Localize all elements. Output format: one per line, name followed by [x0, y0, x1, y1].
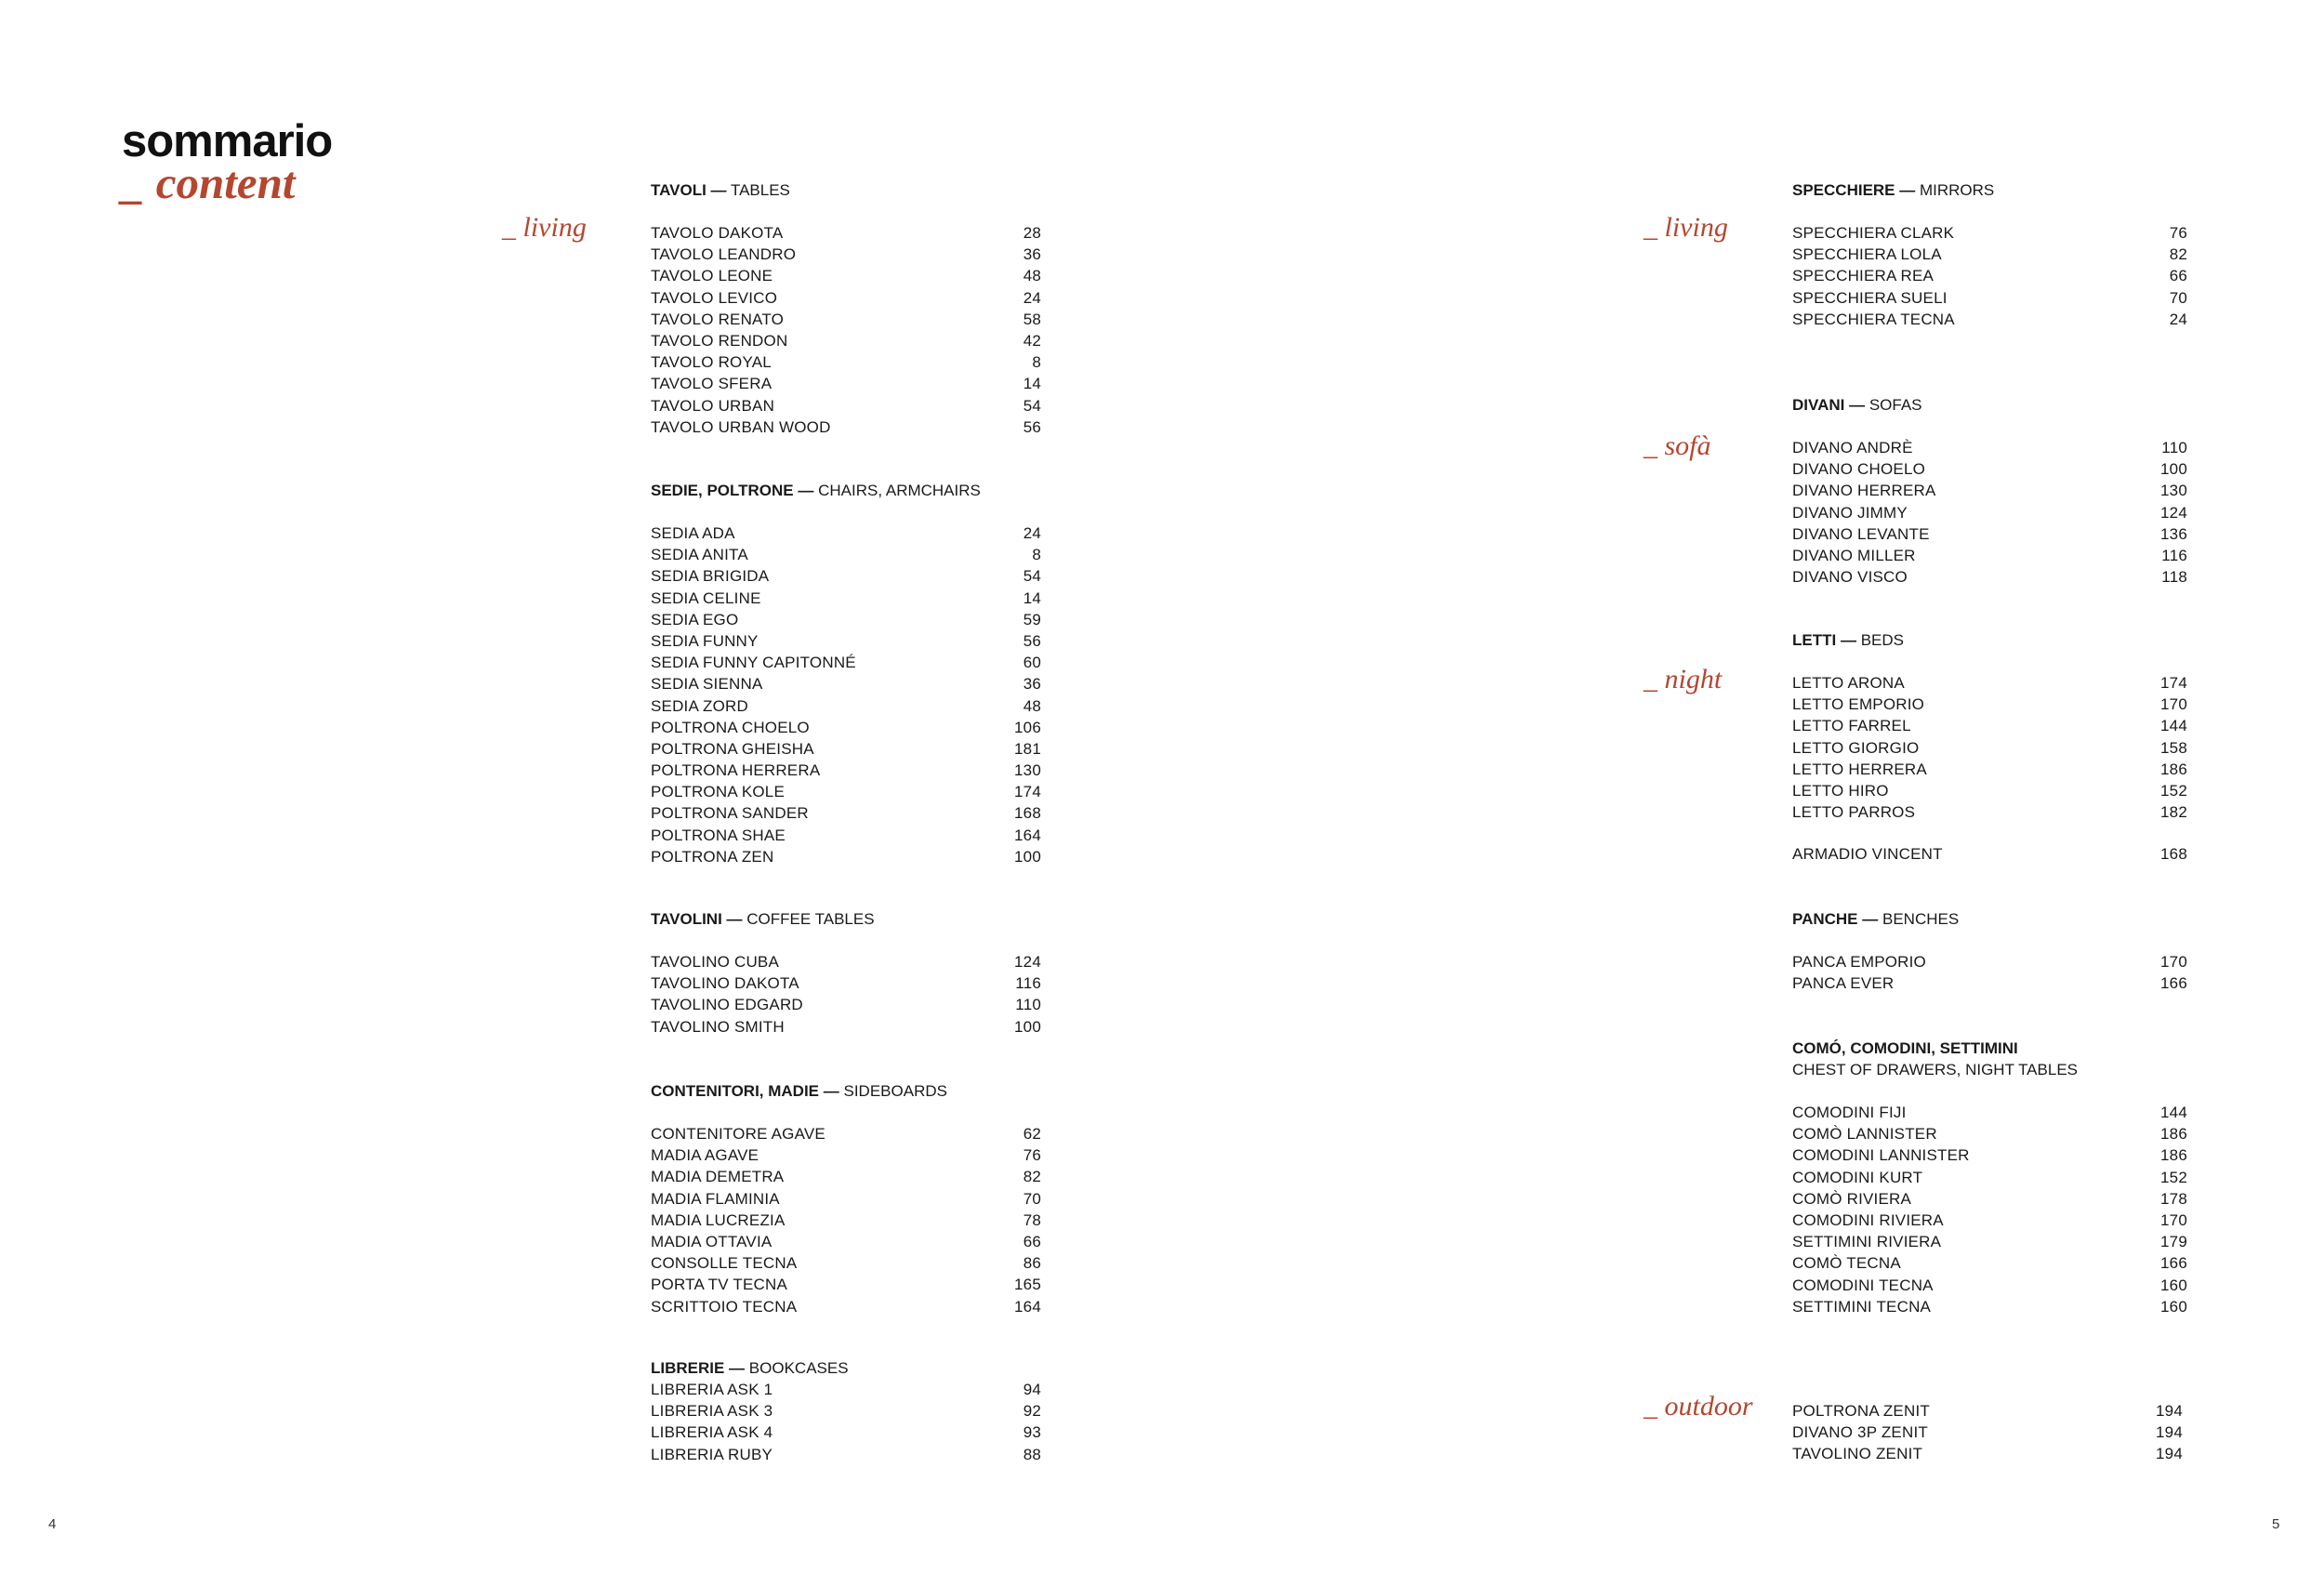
item-page: 168	[2160, 845, 2187, 863]
item-name: LIBRERIA ASK 4	[651, 1423, 773, 1442]
category-heading-como	[1792, 1038, 2018, 1059]
toc-list-librerie	[651, 1379, 1041, 1465]
item-page: 78	[1023, 1210, 1041, 1229]
item-page: 186	[2160, 760, 2187, 778]
item-name: MADIA LUCREZIA	[651, 1210, 786, 1229]
toc-row[interactable]	[651, 265, 1041, 286]
toc-row[interactable]	[651, 1252, 1041, 1274]
item-page: 144	[2160, 717, 2187, 735]
zone-tag-outdoor: _ outdoor	[1644, 1391, 1753, 1422]
page-number-left: 4	[48, 1516, 57, 1532]
item-page: 152	[2160, 1168, 2187, 1186]
item-name: COMODINI KURT	[1792, 1168, 1923, 1186]
item-name: TAVOLINO DAKOTA	[651, 974, 799, 993]
item-name: DIVANO CHOELO	[1792, 460, 1926, 479]
item-name: POLTRONA ZENIT	[1792, 1402, 1930, 1420]
item-name: LIBRERIA ASK 3	[651, 1402, 773, 1421]
item-page: 54	[1023, 396, 1041, 415]
toc-row[interactable]	[651, 565, 1041, 587]
toc-row[interactable]	[1792, 972, 2187, 994]
category-heading-tavoli	[651, 179, 790, 201]
toc-row[interactable]	[1792, 222, 2187, 244]
category-name: COMÓ, COMODINI, SETTIMINI	[1792, 1039, 2018, 1057]
item-page: 100	[2160, 460, 2187, 479]
toc-row[interactable]	[651, 760, 1041, 781]
item-page: 160	[2160, 1297, 2187, 1316]
item-name: SEDIA ADA	[651, 524, 735, 542]
item-page: 66	[2169, 267, 2187, 285]
toc-row[interactable]	[651, 1274, 1041, 1295]
item-name: POLTRONA ZEN	[651, 847, 774, 866]
category-heading-divani	[1792, 394, 1922, 416]
toc-row[interactable]	[1792, 780, 2187, 801]
item-name: COMODINI TECNA	[1792, 1276, 1934, 1294]
category-english: SIDEBOARDS	[843, 1082, 947, 1100]
item-page: 116	[1015, 974, 1041, 993]
item-page: 24	[1023, 524, 1041, 542]
item-page: 82	[1023, 1168, 1041, 1186]
item-page: 88	[1023, 1445, 1041, 1463]
toc-row[interactable]	[1792, 523, 2187, 545]
item-page: 59	[1023, 610, 1041, 628]
toc-row[interactable]	[651, 972, 1041, 994]
toc-row[interactable]	[1792, 1123, 2187, 1144]
item-page: 174	[2160, 674, 2187, 692]
toc-row[interactable]	[651, 781, 1041, 802]
toc-list-divani	[1792, 437, 2187, 588]
item-name: COMÒ TECNA	[1792, 1254, 1901, 1273]
toc-row[interactable]	[1792, 759, 2187, 780]
toc-row[interactable]	[651, 652, 1041, 673]
category-english-como: CHEST OF DRAWERS, NIGHT TABLES	[1792, 1061, 2078, 1078]
toc-row[interactable]	[651, 1379, 1041, 1400]
item-name: MADIA AGAVE	[651, 1146, 759, 1165]
item-name: COMÒ LANNISTER	[1792, 1125, 1937, 1144]
toc-list-sedie	[651, 522, 1041, 867]
item-page: 194	[2156, 1445, 2183, 1463]
item-page: 86	[1023, 1254, 1041, 1273]
item-name: LETTO PARROS	[1792, 803, 1916, 822]
toc-row[interactable]	[651, 544, 1041, 565]
item-name: DIVANO JIMMY	[1792, 503, 1908, 522]
toc-row[interactable]	[1792, 437, 2187, 458]
toc-row[interactable]	[1792, 1296, 2187, 1317]
zone-tag-night: _ night	[1644, 664, 1723, 694]
toc-row[interactable]	[651, 825, 1041, 846]
item-page: 58	[1023, 310, 1041, 328]
category-english: SOFAS	[1868, 396, 1922, 414]
item-name: LETTO FARREL	[1792, 717, 1911, 735]
item-name: DIVANO 3P ZENIT	[1792, 1423, 1928, 1442]
item-page: 36	[1023, 245, 1041, 264]
item-name: COMODINI FIJI	[1792, 1104, 1907, 1121]
toc-row[interactable]	[651, 951, 1041, 972]
toc-row[interactable]	[1792, 1400, 2183, 1422]
toc-row[interactable]	[1792, 566, 2187, 588]
item-name: ARMADIO VINCENT	[1792, 845, 1943, 863]
category-english: TABLES	[730, 181, 790, 199]
item-name: TAVOLO LEANDRO	[651, 245, 797, 264]
category-name: DIVANI —	[1792, 396, 1866, 414]
item-name: POLTRONA KOLE	[651, 783, 785, 801]
toc-row[interactable]	[651, 287, 1041, 309]
item-page: 124	[2160, 503, 2187, 522]
toc-row[interactable]	[651, 802, 1041, 824]
item-page: 8	[1032, 353, 1041, 372]
item-name: CONTENITORE AGAVE	[651, 1125, 825, 1143]
item-name: SEDIA ZORD	[651, 696, 748, 715]
item-page: 8	[1032, 546, 1041, 564]
toc-row[interactable]	[651, 1144, 1041, 1166]
item-page: 24	[1023, 288, 1041, 307]
category-english: BENCHES	[1882, 910, 1960, 928]
toc-row[interactable]	[651, 673, 1041, 694]
item-page: 186	[2160, 1125, 2187, 1144]
toc-row[interactable]	[1792, 545, 2187, 566]
toc-row[interactable]	[651, 1016, 1041, 1038]
toc-row[interactable]	[651, 695, 1041, 717]
toc-row[interactable]	[1792, 843, 2187, 865]
toc-row[interactable]	[651, 717, 1041, 738]
item-page: 110	[2161, 439, 2187, 456]
item-name: SPECCHIERA SUELI	[1792, 288, 1948, 307]
item-name: COMÒ RIVIERA	[1792, 1189, 1912, 1208]
item-page: 160	[2160, 1276, 2187, 1294]
toc-list-letti	[1792, 672, 2187, 823]
item-name: MADIA OTTAVIA	[651, 1232, 772, 1250]
item-page: 14	[1023, 375, 1041, 393]
item-page: 178	[2160, 1189, 2187, 1208]
item-name: SEDIA FUNNY CAPITONNÉ	[651, 654, 856, 672]
item-name: SPECCHIERA LOLA	[1792, 245, 1942, 264]
item-page: 93	[1023, 1423, 1041, 1442]
zone-tag-living-left: _ living	[502, 212, 587, 243]
toc-row[interactable]	[651, 330, 1041, 351]
item-page: 100	[1014, 847, 1041, 866]
item-page: 168	[1014, 804, 1041, 823]
category-heading-panche	[1792, 908, 1959, 930]
item-page: 48	[1023, 267, 1041, 285]
toc-row[interactable]	[1792, 1167, 2187, 1188]
category-name: LETTI —	[1792, 631, 1856, 649]
item-page: 76	[2169, 224, 2187, 242]
category-heading-specchiere	[1792, 179, 1994, 201]
item-page: 106	[1014, 718, 1041, 736]
toc-row[interactable]	[651, 1422, 1041, 1443]
item-page: 92	[1023, 1402, 1041, 1421]
toc-row[interactable]	[651, 1444, 1041, 1465]
item-page: 116	[2161, 546, 2187, 564]
toc-row[interactable]	[651, 244, 1041, 265]
toc-row[interactable]	[651, 846, 1041, 867]
item-name: DIVANO MILLER	[1792, 546, 1916, 564]
item-name: SEDIA SIENNA	[651, 675, 763, 694]
toc-row[interactable]	[651, 417, 1041, 438]
toc-row[interactable]	[651, 1166, 1041, 1187]
item-name: LETTO HERRERA	[1792, 760, 1927, 778]
item-page: 158	[2160, 738, 2187, 757]
category-name: CONTENITORI, MADIE —	[651, 1082, 839, 1100]
item-page: 56	[1023, 631, 1041, 650]
item-page: 152	[2160, 781, 2187, 800]
item-name: POLTRONA GHEISHA	[651, 739, 814, 758]
toc-row[interactable]	[651, 738, 1041, 760]
item-name: LIBRERIA RUBY	[651, 1445, 773, 1463]
toc-row[interactable]	[1792, 244, 2187, 265]
item-name: TAVOLO ROYAL	[651, 353, 772, 372]
toc-row[interactable]	[1792, 1422, 2183, 1443]
item-page: 166	[2160, 974, 2187, 993]
item-page: 56	[1023, 417, 1041, 436]
toc-row[interactable]	[651, 1123, 1041, 1144]
item-page: 136	[2160, 524, 2187, 543]
category-english: BEDS	[1860, 631, 1904, 649]
item-name: LIBRERIA ASK 1	[651, 1381, 773, 1398]
item-page: 194	[2156, 1402, 2183, 1420]
item-name: TAVOLINO SMITH	[651, 1017, 785, 1036]
item-name: TAVOLO DAKOTA	[651, 224, 784, 242]
item-name: TAVOLO LEONE	[651, 267, 773, 285]
item-page: 94	[1023, 1381, 1041, 1398]
item-page: 130	[2160, 482, 2187, 500]
category-english: CHAIRS, ARMCHAIRS	[818, 482, 981, 499]
item-name: MADIA FLAMINIA	[651, 1189, 780, 1208]
toc-list-panche	[1792, 951, 2187, 994]
toc-row[interactable]	[651, 309, 1041, 330]
category-name: TAVOLI —	[651, 181, 727, 199]
toc-list-como	[1792, 1102, 2187, 1317]
category-heading-sedie	[651, 480, 981, 501]
item-page: 164	[1014, 1297, 1041, 1316]
toc-list-outdoor	[1792, 1400, 2183, 1465]
item-name: PANCA EMPORIO	[1792, 953, 1926, 971]
toc-row[interactable]	[651, 1210, 1041, 1231]
toc-row[interactable]	[1792, 672, 2187, 694]
item-name: SEDIA CELINE	[651, 589, 761, 607]
page-title: sommario	[122, 116, 333, 166]
category-english: BOOKCASES	[748, 1359, 849, 1377]
toc-row[interactable]	[651, 1231, 1041, 1252]
toc-row[interactable]	[1792, 1210, 2187, 1231]
item-page: 130	[1014, 761, 1041, 780]
item-page: 165	[1014, 1276, 1041, 1294]
item-name: SPECCHIERA CLARK	[1792, 224, 1955, 242]
item-page: 170	[2160, 1210, 2187, 1229]
item-page: 70	[2169, 288, 2187, 307]
toc-row[interactable]	[651, 222, 1041, 244]
item-page: 118	[2161, 568, 2187, 587]
item-page: 82	[2169, 245, 2187, 264]
item-page: 110	[1015, 996, 1041, 1014]
item-page: 66	[1023, 1232, 1041, 1250]
item-name: DIVANO ANDRÈ	[1792, 439, 1913, 456]
item-name: SCRITTOIO TECNA	[651, 1297, 798, 1316]
toc-row[interactable]	[1792, 287, 2187, 309]
item-page: 164	[1014, 826, 1041, 844]
item-name: PORTA TV TECNA	[651, 1276, 788, 1294]
item-name: LETTO EMPORIO	[1792, 695, 1925, 714]
item-name: TAVOLO RENDON	[651, 331, 788, 350]
item-page: 144	[2160, 1104, 2187, 1121]
item-name: TAVOLINO ZENIT	[1792, 1445, 1923, 1463]
item-name: CONSOLLE TECNA	[651, 1254, 798, 1273]
page-number-right: 5	[2272, 1516, 2280, 1532]
item-name: POLTRONA HERRERA	[651, 761, 821, 780]
item-page: 54	[1023, 567, 1041, 586]
toc-row[interactable]	[1792, 480, 2187, 501]
item-page: 100	[1014, 1017, 1041, 1036]
item-name: TAVOLINO CUBA	[651, 953, 779, 971]
toc-row[interactable]	[1792, 458, 2187, 480]
toc-list-contenitori	[651, 1123, 1041, 1317]
toc-row[interactable]	[651, 994, 1041, 1015]
item-page: 182	[2160, 803, 2187, 822]
item-name: COMODINI RIVIERA	[1792, 1210, 1944, 1229]
item-page: 76	[1023, 1146, 1041, 1165]
category-english: MIRRORS	[1919, 181, 1995, 199]
category-heading-tavolini	[651, 908, 875, 930]
category-heading-contenitori	[651, 1080, 947, 1102]
item-name: SETTIMINI TECNA	[1792, 1297, 1932, 1316]
item-page: 181	[1014, 739, 1041, 758]
toc-row[interactable]	[1792, 951, 2187, 972]
item-name: SEDIA ANITA	[651, 546, 748, 564]
toc-row[interactable]	[651, 351, 1041, 373]
category-heading-librerie	[651, 1357, 849, 1379]
toc-row[interactable]	[1792, 1102, 2187, 1123]
category-heading-letti	[1792, 629, 1904, 651]
item-page: 186	[2160, 1146, 2187, 1165]
item-page: 124	[1014, 953, 1041, 971]
toc-list-tavoli	[651, 222, 1041, 438]
category-name: SPECCHIERE —	[1792, 181, 1916, 199]
item-name: SEDIA EGO	[651, 610, 739, 628]
zone-tag-living-right: _ living	[1644, 212, 1728, 243]
toc-row[interactable]	[1792, 1443, 2183, 1464]
item-page: 36	[1023, 675, 1041, 694]
item-page: 24	[2169, 310, 2187, 328]
toc-row[interactable]	[651, 1188, 1041, 1210]
item-name: TAVOLO RENATO	[651, 310, 785, 328]
category-name: LIBRERIE —	[651, 1359, 746, 1377]
toc-row[interactable]	[1792, 1275, 2187, 1296]
toc-row[interactable]	[651, 395, 1041, 417]
item-name: TAVOLO SFERA	[651, 375, 772, 393]
item-name: DIVANO HERRERA	[1792, 482, 1936, 500]
item-page: 170	[2160, 695, 2187, 714]
item-name: POLTRONA SHAE	[651, 826, 786, 844]
item-page: 62	[1023, 1125, 1041, 1143]
toc-row[interactable]	[1792, 502, 2187, 523]
item-page: 166	[2160, 1254, 2187, 1273]
toc-row[interactable]	[1792, 801, 2187, 823]
toc-row[interactable]	[1792, 1231, 2187, 1252]
item-name: LETTO ARONA	[1792, 674, 1905, 692]
item-page: 70	[1023, 1189, 1041, 1208]
category-name: PANCHE —	[1792, 910, 1879, 928]
item-name: TAVOLO LEVICO	[651, 288, 778, 307]
toc-row[interactable]	[651, 609, 1041, 630]
toc-list-armadio	[1792, 843, 2187, 865]
item-page: 48	[1023, 696, 1041, 715]
category-english: COFFEE TABLES	[746, 910, 875, 928]
toc-list-tavolini	[651, 951, 1041, 1038]
item-name: MADIA DEMETRA	[651, 1168, 785, 1186]
item-page: 14	[1023, 589, 1041, 607]
item-name: COMODINI LANNISTER	[1792, 1146, 1970, 1165]
toc-row[interactable]	[651, 522, 1041, 544]
item-page: 42	[1023, 331, 1041, 350]
item-name: SEDIA FUNNY	[651, 631, 759, 650]
item-page: 194	[2156, 1423, 2183, 1442]
item-page: 28	[1023, 224, 1041, 242]
page-subtitle: _ content	[122, 157, 296, 208]
toc-row[interactable]	[1792, 1188, 2187, 1210]
item-name: LETTO GIORGIO	[1792, 738, 1920, 757]
toc-row[interactable]	[1792, 694, 2187, 715]
toc-row[interactable]	[1792, 715, 2187, 736]
item-name: DIVANO LEVANTE	[1792, 524, 1930, 543]
toc-row[interactable]	[651, 588, 1041, 609]
zone-tag-sofa: _ sofà	[1644, 430, 1711, 461]
toc-row[interactable]	[651, 373, 1041, 394]
item-name: PANCA EVER	[1792, 974, 1895, 993]
item-page: 170	[2160, 953, 2187, 971]
item-page: 60	[1023, 654, 1041, 672]
item-name: POLTRONA SANDER	[651, 804, 809, 823]
item-name: TAVOLO URBAN	[651, 396, 775, 415]
toc-row[interactable]	[1792, 1144, 2187, 1166]
item-name: SETTIMINI RIVIERA	[1792, 1233, 1942, 1251]
toc-row[interactable]	[651, 1400, 1041, 1422]
item-name: DIVANO VISCO	[1792, 568, 1908, 587]
item-name: TAVOLO URBAN WOOD	[651, 417, 831, 436]
item-page: 174	[1014, 783, 1041, 801]
item-name: SPECCHIERA REA	[1792, 267, 1934, 285]
toc-row[interactable]	[1792, 309, 2187, 330]
item-page: 179	[2160, 1233, 2187, 1251]
item-name: SEDIA BRIGIDA	[651, 567, 770, 586]
toc-row[interactable]	[1792, 1252, 2187, 1274]
item-name: TAVOLINO EDGARD	[651, 996, 803, 1014]
item-name: POLTRONA CHOELO	[651, 718, 810, 736]
toc-row[interactable]	[1792, 737, 2187, 759]
item-name: LETTO HIRO	[1792, 781, 1889, 800]
category-name: TAVOLINI —	[651, 910, 743, 928]
item-name: SPECCHIERA TECNA	[1792, 310, 1955, 328]
toc-row[interactable]	[651, 630, 1041, 652]
toc-row[interactable]	[1792, 265, 2187, 286]
toc-row[interactable]	[651, 1296, 1041, 1317]
toc-list-specchiere	[1792, 222, 2187, 330]
category-name: SEDIE, POLTRONE —	[651, 482, 814, 499]
